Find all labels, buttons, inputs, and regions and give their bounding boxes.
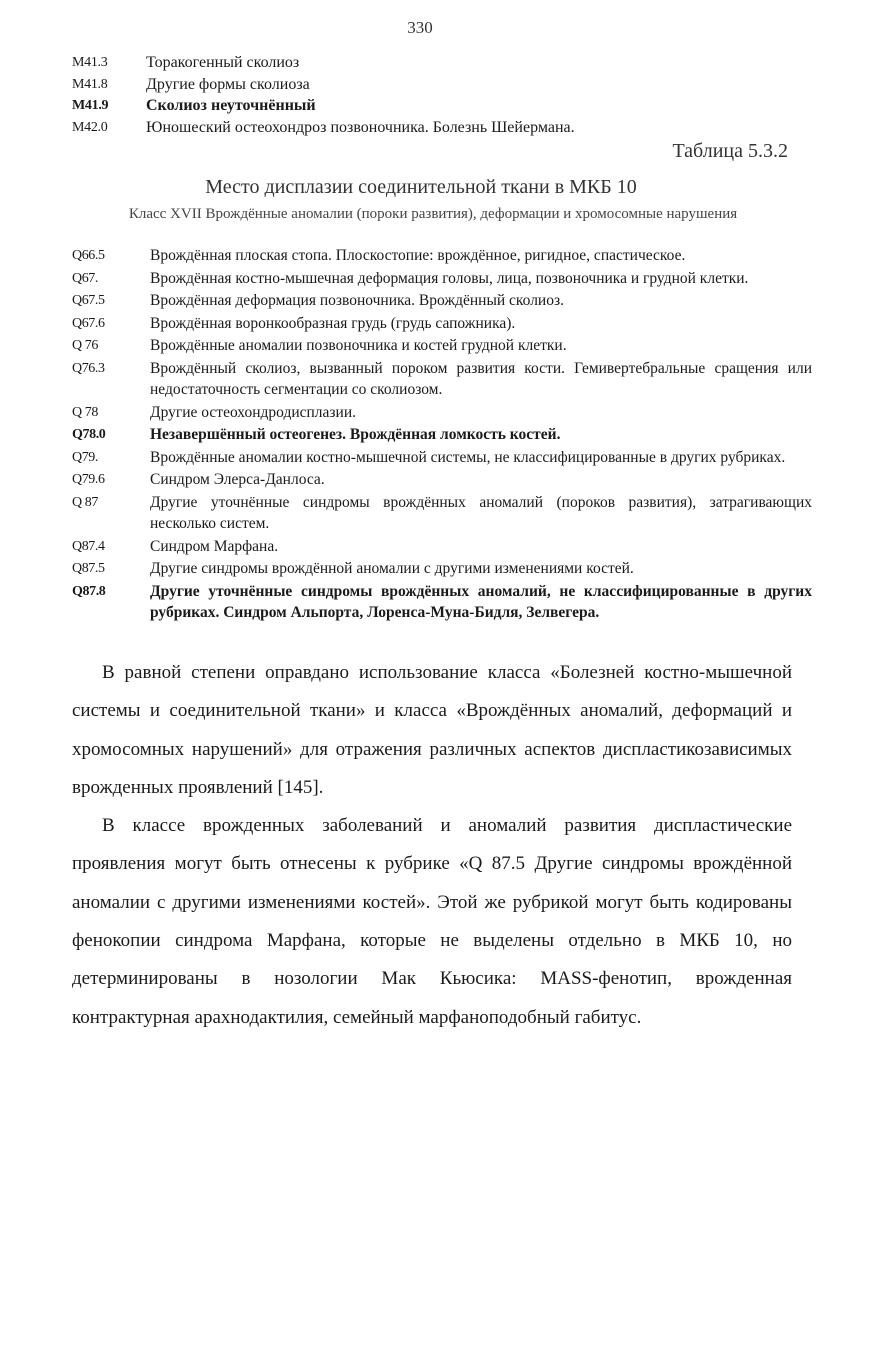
- code-description: Другие синдромы врождённой аномалии с другими изменениями костей.: [150, 560, 634, 577]
- icd-code: Q87.5: [72, 561, 105, 576]
- paragraph: В классе врожденных заболеваний и аномалий развития диспластические проявления могут быть отнесены к рубрике «Q 87.5 Другие синдромы врождённой аномалии с другими изменениями костей». Этой же рубрикой могут быть кодированы фенокопии синдрома Марфана, которые не выделены отдельно в МКБ 10, но детерминированы в нозологии Мак Кьюсика: MASS-фенотип, врожденная контрактурная арахнодактилия, семейный марфаноподобный габитус.: [72, 815, 792, 1028]
- table-row: [72, 245, 812, 267]
- code-description: Врождённый сколиоз, вызванный пороком развития кости. Гемивертебральные сращения или недостаточность сегментации со сколиозом.: [150, 359, 812, 398]
- top-code-list: [72, 52, 812, 138]
- table-row: [72, 335, 812, 357]
- code-row: [72, 52, 812, 74]
- icd-code: Q67.6: [72, 315, 105, 331]
- table-row: [72, 536, 812, 558]
- icd-code: Q67.: [72, 270, 99, 286]
- code-description: Врождённая воронкообразная грудь (грудь сапожника).: [150, 314, 516, 332]
- icd-code: Q79.: [72, 449, 99, 465]
- table-title: Место дисплазии соединительной ткани в МКБ 10: [205, 176, 637, 198]
- table-row: [72, 469, 812, 491]
- icd-table: [72, 245, 812, 625]
- icd-code: Q 78: [72, 404, 99, 420]
- page-number: 330: [407, 18, 433, 37]
- table-row: [72, 290, 812, 312]
- code-description: Врождённая деформация позвоночника. Врождённый сколиоз.: [150, 292, 564, 309]
- icd-code: Q 76: [72, 338, 99, 353]
- icd-code: Q87.4: [72, 538, 105, 554]
- table-row: [72, 424, 812, 446]
- code-description: Врождённая костно-мышечная деформация головы, лица, позвоночника и грудной клетки.: [150, 269, 749, 287]
- code-description: Другие уточнённые синдромы врождённых аномалий, не классифицированные в других рубриках. Синдром Альпорта, Лоренса-Муна-Бидля, Зелвегера.: [150, 582, 812, 621]
- table-row: [72, 313, 812, 335]
- code-description: Синдром Марфана.: [150, 537, 279, 555]
- code-description: Синдром Элерса-Данлоса.: [150, 471, 325, 488]
- code-description: Другие формы сколиоза: [146, 75, 310, 93]
- code-description: Врождённые аномалии костно-мышечной системы, не классифицированные в других рубриках.: [150, 448, 786, 466]
- code-description: Другие остеохондродисплазии.: [150, 403, 357, 421]
- table-row: [72, 581, 812, 624]
- class-heading: Класс XVII Врождённые аномалии (пороки развития), деформации и хромосомные нарушения: [128, 206, 738, 222]
- icd-code: M41.8: [72, 76, 108, 92]
- code-description: Юношеский остеохондроз позвоночника. Болезнь Шейермана.: [146, 118, 575, 136]
- icd-code: M42.0: [72, 119, 108, 135]
- icd-code: Q76.3: [72, 360, 105, 376]
- paragraph: В равной степени оправдано использование класса «Болезней костно-мышечной системы и соединительной ткани» и класса «Врождённых аномалий, деформаций и хромосомных нарушений» для отражения различных аспектов диспластикозависимых врожденных проявлений [145].: [72, 662, 792, 798]
- icd-code: M41.9: [72, 98, 109, 113]
- code-row: [72, 74, 812, 96]
- table-row: [72, 492, 812, 535]
- icd-code: Q78.0: [72, 427, 106, 442]
- code-description: Торакогенный сколиоз: [146, 54, 300, 71]
- icd-code: Q 87: [72, 494, 99, 510]
- table-row: [72, 447, 812, 469]
- icd-code: Q67.5: [72, 293, 105, 308]
- icd-code: Q79.6: [72, 472, 105, 487]
- icd-code: Q66.5: [72, 248, 105, 263]
- icd-code: Q87.8: [72, 583, 106, 599]
- code-description: Другие уточнённые синдромы врождённых аномалий (пороков развития), затрагивающих несколько систем.: [150, 493, 812, 532]
- code-row: [72, 117, 812, 139]
- table-row: [72, 358, 812, 401]
- body-text: [72, 654, 792, 1037]
- code-description: Врождённая плоская стопа. Плоскостопие: врождённое, ригидное, спастическое.: [150, 247, 686, 264]
- code-description: Незавершённый остеогенез. Врождённая ломкость костей.: [150, 426, 561, 443]
- table-label: Таблица 5.3.2: [672, 140, 788, 162]
- icd-code: M41.3: [72, 55, 108, 70]
- code-row: [72, 95, 812, 117]
- table-row: [72, 402, 812, 424]
- table-row: [72, 558, 812, 580]
- code-description: Сколиоз неуточнённый: [146, 97, 316, 114]
- code-description: Врождённые аномалии позвоночника и костей грудной клетки.: [150, 337, 567, 354]
- table-row: [72, 268, 812, 290]
